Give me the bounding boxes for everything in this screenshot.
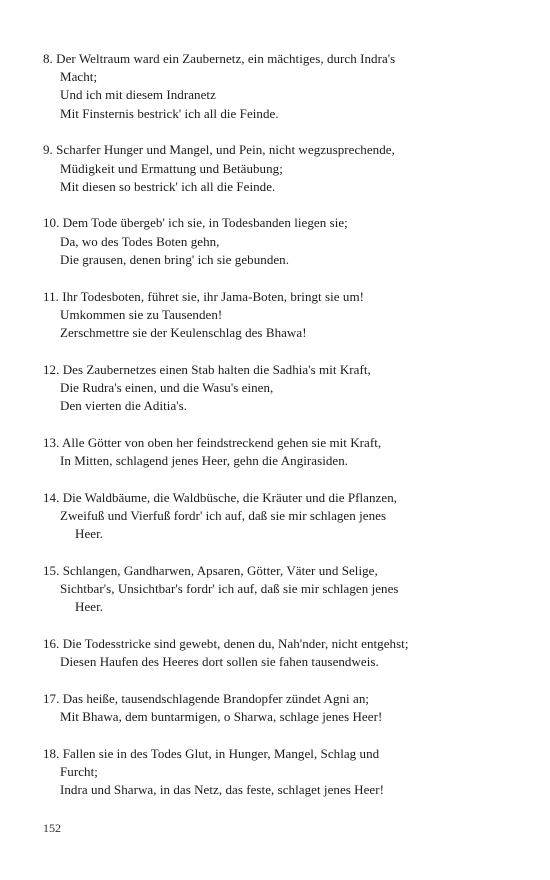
verse-12 xyxy=(43,361,523,416)
verse-line: Sichtbar's, Unsichtbar's fordr' ich auf, daß sie mir schlagen jenes xyxy=(60,580,399,596)
verse-line: In Mitten, schlagend jenes Heer, gehn die Angirasiden. xyxy=(60,452,349,468)
verse-line: Indra und Sharwa, in das Netz, das feste, schlaget jenes Heer! xyxy=(60,782,385,798)
verse-line: Müdigkeit und Ermattung und Betäubung; xyxy=(60,160,283,176)
verse-line: Heer. xyxy=(75,526,104,542)
verse-line: Die grausen, denen bring' ich sie gebunden. xyxy=(60,251,290,267)
verse-line: Da, wo des Todes Boten gehn, xyxy=(60,233,220,249)
verse-line: Zweifuß und Vierfuß fordr' ich auf, daß sie mir schlagen jenes xyxy=(60,507,387,523)
verse-line: Den vierten die Aditia's. xyxy=(60,398,188,414)
verse-line: Mit Finsternis bestrick' ich all die Feinde. xyxy=(60,105,279,121)
verse-line: Heer. xyxy=(75,599,104,615)
verse-13 xyxy=(43,434,523,470)
verse-line: 8. Der Weltraum ward ein Zaubernetz, ein mächtiges, durch Indra's xyxy=(43,51,396,66)
verse-line: Macht; xyxy=(60,69,98,85)
verse-line: Mit diesen so bestrick' ich all die Feinde. xyxy=(60,178,276,194)
verse-line: 11. Ihr Todesboten, führet sie, ihr Jama-Boten, bringt sie um! xyxy=(43,288,364,304)
verse-8 xyxy=(43,50,523,123)
verse-14 xyxy=(43,489,523,544)
verse-line: Diesen Haufen des Heeres dort sollen sie fahen tausendweis. xyxy=(60,654,379,670)
verse-line: 18. Fallen sie in des Todes Glut, in Hunger, Mangel, Schlag und xyxy=(43,745,380,761)
verse-line: Mit Bhawa, dem buntarmigen, o Sharwa, schlage jenes Heer! xyxy=(60,708,383,724)
verse-line: Die Rudra's einen, und die Wasu's einen, xyxy=(60,379,274,395)
page-body xyxy=(43,50,523,818)
verse-line: Furcht; xyxy=(60,763,98,779)
verse-line: 14. Die Waldbäume, die Waldbüsche, die Kräuter und die Pflanzen, xyxy=(43,489,398,505)
verse-10 xyxy=(43,214,523,269)
page-number: 152 xyxy=(43,821,61,835)
verse-line: 15. Schlangen, Gandharwen, Apsaren, Götter, Väter und Selige, xyxy=(43,562,378,578)
verse-line: Und ich mit diesem Indranetz xyxy=(60,87,216,103)
verse-line: 17. Das heiße, tausendschlagende Brandopfer zündet Agni an; xyxy=(43,690,370,706)
verse-16 xyxy=(43,635,523,671)
verse-17 xyxy=(43,690,523,726)
verse-line: 13. Alle Götter von oben her feindstreckend gehen sie mit Kraft, xyxy=(43,434,382,450)
verse-line: 16. Die Todesstricke sind gewebt, denen du, Nah'nder, nicht entgehst; xyxy=(43,635,409,651)
verse-9 xyxy=(43,141,523,196)
verse-15 xyxy=(43,562,523,617)
verse-line: 12. Des Zaubernetzes einen Stab halten die Sadhia's mit Kraft, xyxy=(43,361,371,377)
verse-line: Zerschmettre sie der Keulenschlag des Bhawa! xyxy=(60,324,307,340)
verse-line: Umkommen sie zu Tausenden! xyxy=(60,306,223,322)
verse-line: 9. Scharfer Hunger und Mangel, und Pein, nicht wegzusprechende, xyxy=(43,142,395,158)
verse-11 xyxy=(43,288,523,343)
verse-18 xyxy=(43,745,523,800)
verse-line: 10. Dem Tode übergeb' ich sie, in Todesbanden liegen sie; xyxy=(43,215,348,231)
